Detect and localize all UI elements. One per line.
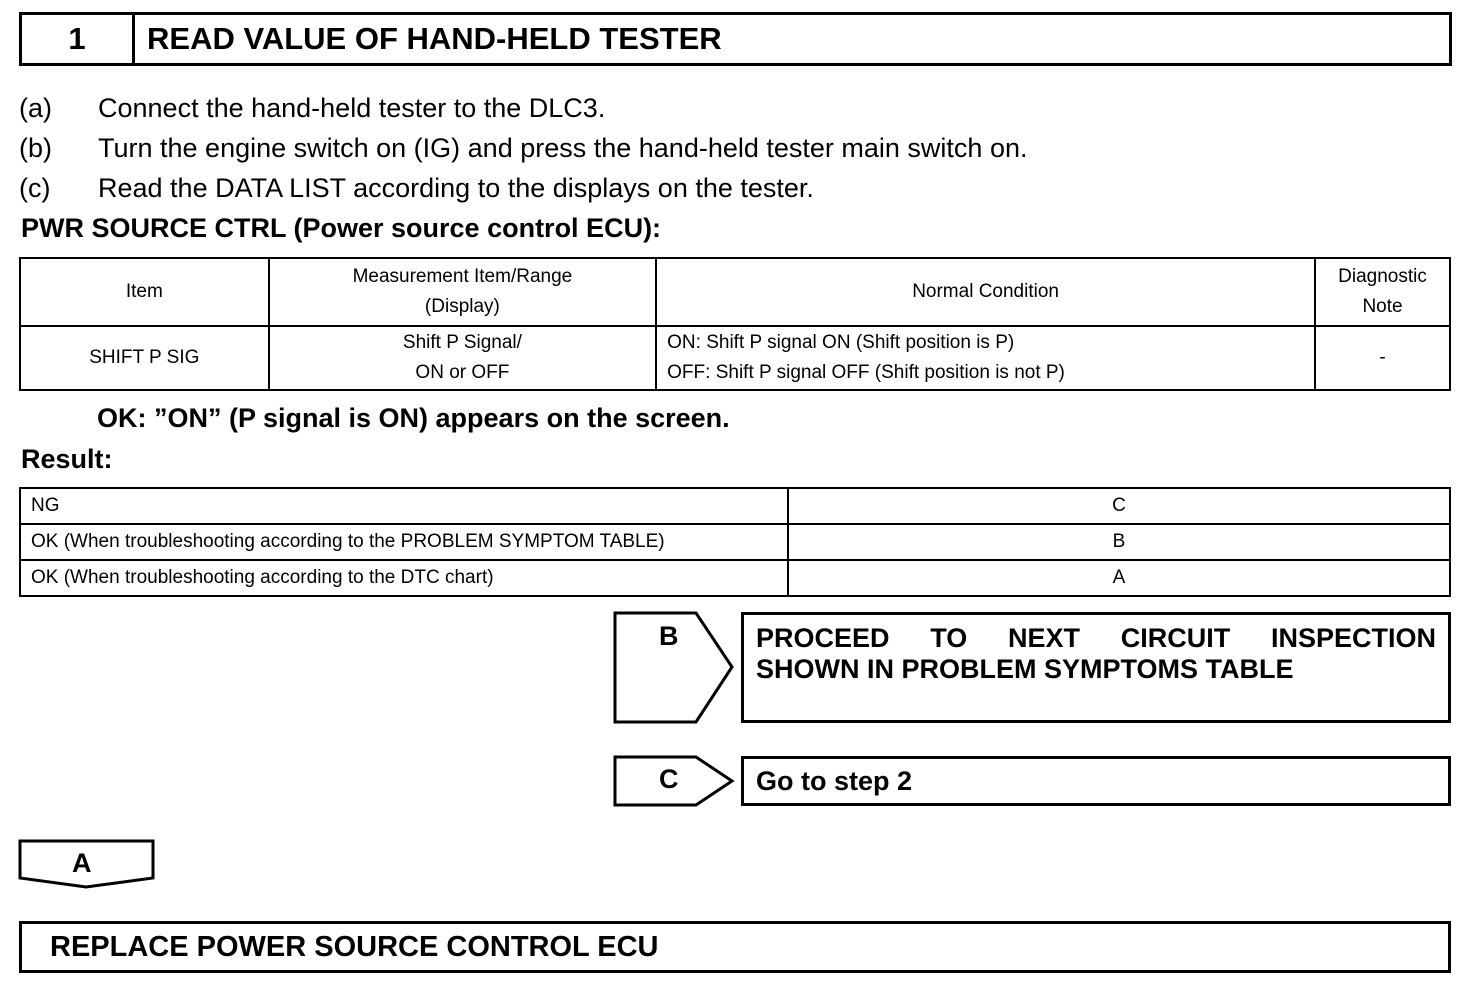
instruction-c [19, 173, 814, 203]
header-measurement [269, 258, 657, 326]
result-condition: OK (When troubleshooting according to the DTC chart) [20, 560, 788, 596]
branch-b-line2: SHOWN IN PROBLEM SYMPTOMS TABLE [756, 654, 1294, 684]
header-item: Item [20, 258, 269, 326]
ok-criteria: OK: ”ON” (P signal is ON) appears on the screen. [97, 403, 730, 433]
branch-c-text: Go to step 2 [756, 765, 913, 796]
header-measurement-line1: Measurement Item/Range [352, 266, 573, 287]
result-heading: Result: [21, 444, 113, 474]
data-list-table [19, 257, 1451, 391]
branch-b-action-box [741, 612, 1451, 723]
instruction-a [19, 93, 605, 123]
result-value: A [788, 560, 1450, 596]
cell-range-line1: Shift P Signal/ [402, 332, 522, 353]
cell-item: SHIFT P SIG [20, 326, 269, 390]
branch-b-letter: B [659, 621, 679, 651]
cell-normal-line2: OFF: Shift P signal OFF (Shift position is not P) [667, 362, 1065, 383]
header-diagnostic-line1: Diagnostic [1338, 266, 1427, 287]
instruction-text: Read the DATA LIST according to the displays on the tester. [98, 173, 814, 203]
cell-range-line2: ON or OFF [415, 362, 510, 383]
branch-c-action-box [741, 756, 1451, 806]
instruction-b [19, 133, 1027, 163]
final-action-text: REPLACE POWER SOURCE CONTROL ECU [50, 930, 659, 963]
step-number: 1 [22, 15, 135, 63]
table-row [20, 326, 1450, 390]
result-value: C [788, 488, 1450, 524]
cell-range [269, 326, 657, 390]
result-condition: NG [20, 488, 788, 524]
header-measurement-line2: (Display) [424, 296, 500, 317]
instruction-label: (b) [19, 133, 52, 163]
result-table [19, 487, 1451, 597]
instruction-text: Turn the engine switch on (IG) and press the hand-held tester main switch on. [98, 133, 1028, 163]
step-title: READ VALUE OF HAND-HELD TESTER [147, 21, 722, 56]
section-heading: PWR SOURCE CTRL (Power source control ECU): [21, 213, 662, 243]
instruction-label: (a) [19, 93, 52, 123]
header-normal-condition: Normal Condition [656, 258, 1315, 326]
table-header-row [20, 258, 1450, 326]
branch-c-letter: C [659, 764, 679, 794]
branch-b-line1: PROCEED TO NEXT CIRCUIT INSPECTION [756, 623, 1436, 653]
header-diagnostic-line2: Note [1362, 296, 1403, 317]
instruction-text: Connect the hand-held tester to the DLC3. [98, 93, 606, 123]
cell-note: - [1315, 326, 1450, 390]
table-row [20, 560, 1450, 596]
step-header [19, 12, 1452, 66]
instruction-label: (c) [19, 173, 51, 203]
cell-normal-condition [656, 326, 1315, 390]
result-value: B [788, 524, 1450, 560]
cell-normal-line1: ON: Shift P signal ON (Shift position is P) [667, 332, 1015, 353]
header-diagnostic-note [1315, 258, 1450, 326]
result-condition: OK (When troubleshooting according to the PROBLEM SYMPTOM TABLE) [20, 524, 788, 560]
final-action-box [19, 921, 1451, 973]
branch-a-letter: A [72, 848, 92, 878]
table-row [20, 524, 1450, 560]
table-row [20, 488, 1450, 524]
